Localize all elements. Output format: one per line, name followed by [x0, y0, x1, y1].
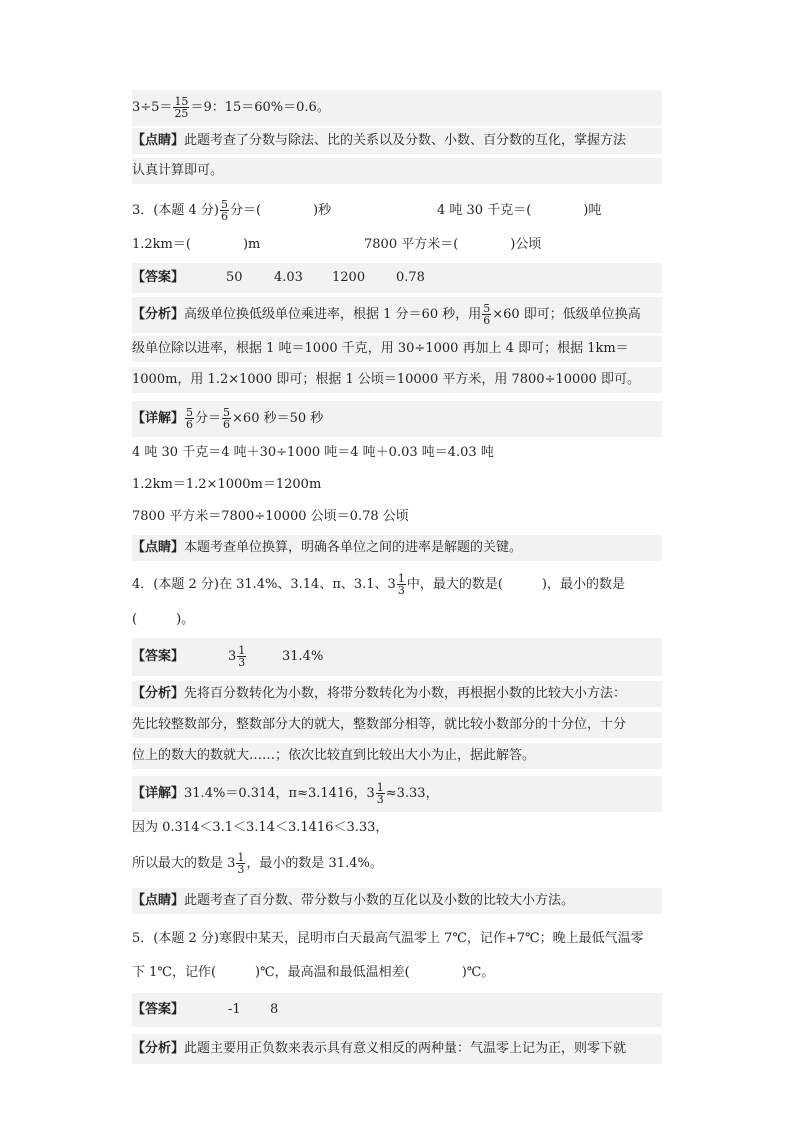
answer-tag: 【答案】: [132, 270, 185, 285]
question-4-line-1: [132, 568, 662, 602]
text: ≈3.33，: [385, 786, 439, 801]
analysis-4-line-2: [132, 712, 662, 738]
answer-tag: 【答案】: [132, 649, 185, 664]
text: 3÷5＝: [132, 100, 173, 115]
tip-text: 本题考查单位换算，明确各单位之间的进率是解题的关键。: [184, 540, 523, 555]
text: ×60 即可；低级单位换高: [492, 307, 641, 322]
text: ＝9：15＝60%＝0.6。: [190, 100, 330, 115]
fraction: $\frac{5}{6}$: [220, 198, 228, 223]
text: 1.2km＝1.2×1000m＝1200m: [132, 477, 322, 492]
tip-tag: 【点睛】: [132, 540, 185, 555]
text: 31.4%＝0.314，π≈3.1416，3: [184, 786, 375, 801]
tip-text: 认真计算即可。: [132, 163, 224, 178]
text: 所以最大的数是 3: [132, 856, 236, 871]
text: ，最小的数是 31.4%。: [246, 856, 383, 871]
analysis-line-2: [132, 336, 662, 362]
blank-text: 7800 平方米＝( )公顷: [364, 237, 542, 252]
question-number: 3．(本题 4 分): [132, 203, 219, 218]
text: 先比较整数部分，整数部分大的就大，整数部分相等，就比较小数部分的十分位，十分: [132, 717, 627, 732]
text: 1000m，用 1.2×1000 即可；根据 1 公顷＝10000 平方米，用 7800÷10000 即可。: [132, 372, 640, 387]
analysis-line-1: [132, 297, 662, 333]
text: 位上的数大的数就大……；依次比较直到比较出大小为止，据此解答。: [132, 748, 536, 763]
fraction: $\frac{5}{6}$: [223, 406, 231, 431]
answer-tag: 【答案】: [132, 1002, 185, 1017]
fraction: $\frac{5}{6}$: [186, 406, 194, 431]
blank-text: 分＝( )秒: [229, 203, 332, 218]
tip-text: 此题考查了分数与除法、比的关系以及分数、小数、百分数的互化，掌握方法: [184, 133, 627, 148]
detail-tag: 【详解】: [132, 786, 185, 801]
answer-value: 3 $\frac{1}{3}$: [228, 644, 246, 669]
tip-line-4: [132, 888, 662, 914]
analysis-5-line-1: [132, 1034, 662, 1064]
fraction: $\frac{15}{25}$: [174, 95, 189, 120]
tip-line: [132, 128, 662, 154]
answer-value: 0.78: [396, 270, 425, 285]
ratio-line: [132, 90, 662, 126]
tip-line-3: [132, 535, 662, 561]
blank-text: 1.2km＝( )m: [132, 237, 261, 252]
analysis-tag: 【分析】: [132, 1041, 185, 1056]
blank-text: 4 吨 30 千克＝( )吨: [437, 203, 602, 218]
question-text: 5．(本题 2 分)寒假中某天，昆明市白天最高气温零上 7℃，记作+7℃；晚上最低气温零: [132, 931, 644, 946]
text: 4 吨 30 千克＝4 吨＋30÷1000 吨＝4 吨＋0.03 吨＝4.03 吨: [132, 445, 494, 460]
fraction: $\frac{1}{3}$: [397, 572, 405, 597]
detail-tag: 【详解】: [132, 411, 185, 426]
answer-value: 8: [270, 1002, 279, 1017]
detail-4-line-3: [132, 846, 662, 882]
detail-line-1: [132, 401, 662, 437]
analysis-4-line-1: [132, 681, 662, 707]
text: 中，最大的数是( )，最小的数是: [406, 577, 625, 592]
detail-line-2: [132, 440, 662, 466]
text: 级单位除以进率，根据 1 吨＝1000 千克，用 30÷1000 再加上 4 即可；根据 1km＝: [132, 341, 629, 356]
question-3-line-1: [132, 196, 662, 226]
fraction: $\frac{1}{3}$: [237, 851, 245, 876]
answer-value: 50: [226, 270, 243, 285]
fraction: $\frac{1}{3}$: [376, 781, 384, 806]
analysis-4-line-3: [132, 743, 662, 769]
question-3-line-2: [132, 232, 662, 258]
question-text: 下 1℃，记作( )℃，最高温和最低温相差( )℃。: [132, 965, 495, 980]
detail-4-line-2: [132, 815, 662, 841]
text: 高级单位换低级单位乘进率，根据 1 分＝60 秒，用: [184, 307, 482, 322]
answer-value: 4.03: [274, 270, 303, 285]
question-5-line-1: [132, 926, 662, 952]
text: 先将百分数转化为小数，将带分数转化为小数，再根据小数的比较大小方法：: [184, 686, 627, 701]
tip-tag: 【点睛】: [132, 893, 185, 908]
answer-value: 31.4%: [282, 649, 324, 664]
answer-line-5: [132, 993, 662, 1027]
blank-text: ( )。: [132, 612, 195, 627]
analysis-tag: 【分析】: [132, 307, 185, 322]
analysis-tag: 【分析】: [132, 686, 185, 701]
detail-line-4: [132, 504, 662, 530]
text: 分＝: [195, 411, 222, 426]
answer-line-4: [132, 638, 662, 676]
question-number: 4．(本题 2 分)在 31.4%、3.14、π、3.1、3: [132, 577, 396, 592]
tip-line-2: [132, 158, 662, 184]
text: 因为 0.314＜3.1＜3.14＜3.1416＜3.33，: [132, 820, 389, 835]
answer-line: [132, 263, 662, 293]
text: 7800 平方米＝7800÷10000 公顷＝0.78 公顷: [132, 509, 409, 524]
answer-value: 1200: [332, 270, 366, 285]
fraction: $\frac{5}{6}$: [483, 302, 491, 327]
detail-4-line-1: [132, 776, 662, 812]
detail-line-3: [132, 472, 662, 498]
answer-value: -1: [228, 1002, 241, 1017]
text: ×60 秒＝50 秒: [232, 411, 324, 426]
tip-text: 此题考查了百分数、带分数与小数的互化以及小数的比较大小方法。: [184, 893, 575, 908]
analysis-line-3: [132, 367, 662, 393]
tip-tag: 【点睛】: [132, 133, 185, 148]
question-4-line-2: [132, 607, 662, 633]
question-5-line-2: [132, 960, 662, 986]
text: 此题主要用正负数来表示具有意义相反的两种量：气温零上记为正，则零下就: [184, 1041, 627, 1056]
